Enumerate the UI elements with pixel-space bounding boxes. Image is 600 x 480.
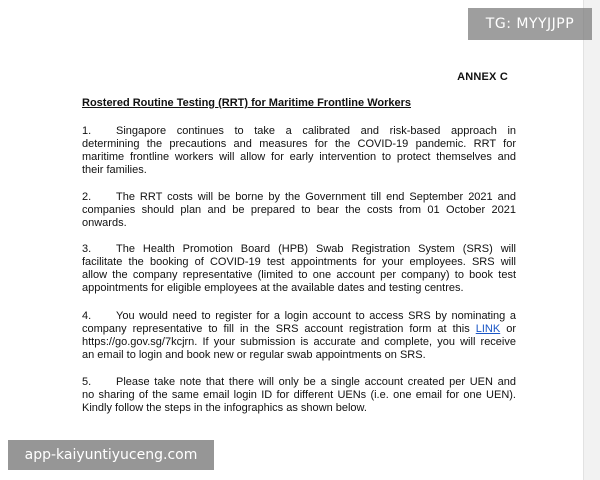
paragraph-number: 1. — [82, 125, 92, 137]
paragraph-4 — [82, 310, 516, 362]
paragraph-line: 2. The RRT costs will be borne by the Government till end September 2021 and — [82, 191, 516, 203]
paragraph-line: companies should plan and be prepared to bear the costs from 01 October 2021 — [82, 204, 516, 216]
registration-form-link[interactable]: LINK — [475, 323, 501, 335]
annex-label: ANNEX C — [457, 71, 508, 83]
paragraph-2 — [82, 191, 516, 230]
paragraph-line: allow the company representative (limited to one account per company) to book test — [82, 269, 516, 281]
paragraph-line: https://go.gov.sg/7kcjrn. If your submission is accurate and complete, you will receive — [82, 336, 516, 348]
watermark-top-right: TG: MYYJJPP — [468, 8, 592, 40]
watermark-bottom-left: app-kaiyuntiyuceng.com — [8, 440, 214, 470]
paragraph-line: determining the precautions and measures for the COVID-19 pandemic. RRT for — [82, 138, 516, 150]
paragraph-number: 5. — [82, 376, 92, 388]
paragraph-3 — [82, 243, 516, 295]
document-heading: Rostered Routine Testing (RRT) for Maritime Frontline Workers — [82, 97, 412, 109]
paragraph-line: company representative to fill in the SRS account registration form at this LINK or — [82, 323, 516, 335]
paragraph-1 — [82, 125, 516, 177]
paragraph-line: 1. Singapore continues to take a calibrated and risk-based approach in — [82, 125, 516, 137]
paragraph-line: 3. The Health Promotion Board (HPB) Swab Registration System (SRS) will — [82, 243, 516, 255]
paragraph-line: 4. You would need to register for a login account to access SRS by nominating a — [82, 310, 516, 322]
paragraph-line: Kindly follow the steps in the infographics as shown below. — [82, 402, 367, 414]
paragraph-line: an email to login and book new or regular swab appointments on SRS. — [82, 349, 426, 361]
scrollbar[interactable] — [583, 0, 600, 480]
paragraph-number: 3. — [82, 243, 92, 255]
paragraph-line: facilitate the booking of COVID-19 test appointments for your employees. SRS will — [82, 256, 516, 268]
paragraph-line: 5. Please take note that there will only be a single account created per UEN and — [82, 376, 516, 388]
paragraph-line: onwards. — [82, 217, 127, 229]
paragraph-line: maritime frontline workers will allow for early intervention to protect themselves and — [82, 151, 516, 163]
paragraph-line: their families. — [82, 164, 147, 176]
paragraph-number: 4. — [82, 310, 92, 322]
paragraph-number: 2. — [82, 191, 92, 203]
paragraph-5 — [82, 376, 516, 415]
paragraph-line: no sharing of the same email login ID for different UENs (i.e. one email for one UEN). — [82, 389, 516, 401]
paragraph-line: appointments for eligible employees at the available dates and testing centres. — [82, 282, 464, 294]
